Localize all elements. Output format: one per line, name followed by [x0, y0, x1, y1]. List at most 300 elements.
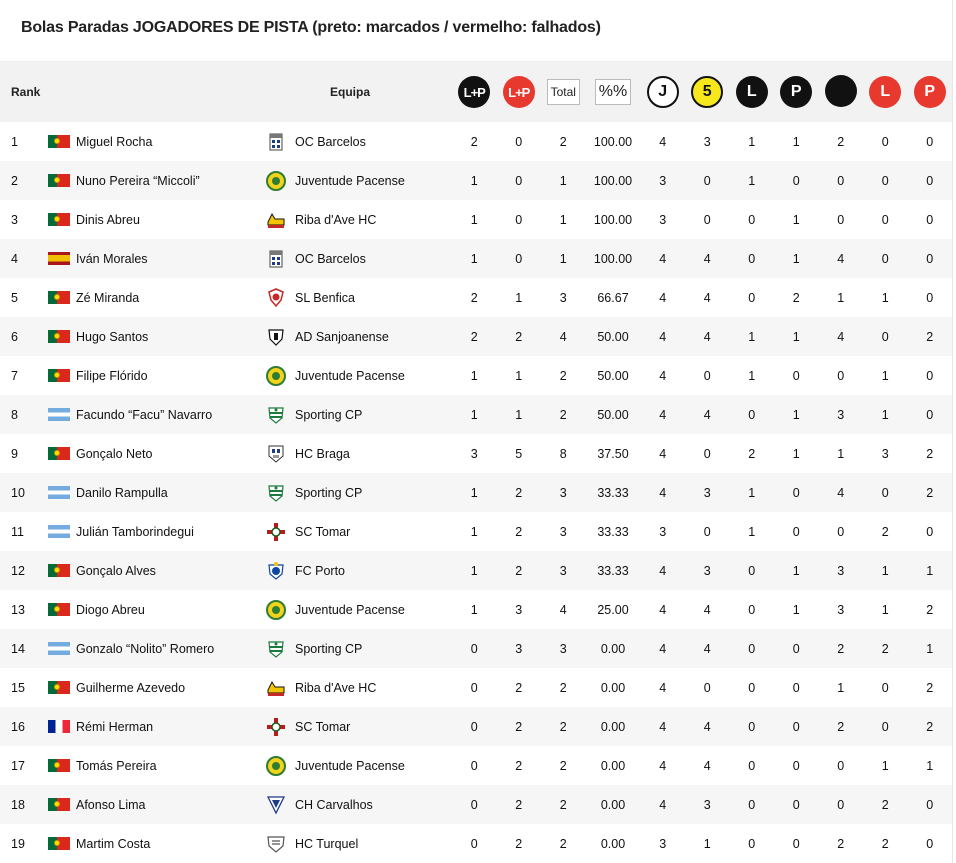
table-row[interactable]: [0, 824, 952, 863]
header-p-missed[interactable]: [908, 76, 953, 108]
player-name[interactable]: Gonzalo “Nolito” Romero: [76, 641, 215, 656]
flag-pt-icon: [48, 213, 70, 226]
team-name[interactable]: FC Porto: [295, 563, 346, 578]
pct-cell: 100.00: [593, 173, 633, 188]
lp-missed-cell: 3: [515, 602, 523, 617]
team-cell: [258, 366, 452, 386]
team-cell: [258, 444, 452, 464]
dot-scored-cell: 2: [837, 719, 845, 734]
table-row[interactable]: [0, 356, 952, 395]
flag-es-icon: [48, 252, 70, 265]
l-missed-cell: 0: [881, 329, 889, 344]
p-missed-cell: 0: [926, 524, 934, 539]
sc-tomar-crest-icon: [266, 717, 286, 737]
table-row[interactable]: [0, 395, 952, 434]
p-scored-cell: 1: [792, 251, 800, 266]
lp-missed-cell: 2: [515, 719, 523, 734]
team-name[interactable]: Sporting CP: [295, 407, 363, 422]
j-cell: 4: [659, 368, 667, 383]
team-cell: [258, 795, 452, 815]
lp-missed-cell: 0: [515, 251, 523, 266]
player-cell: [48, 135, 258, 149]
team-name[interactable]: SC Tomar: [295, 719, 351, 734]
player-cell: [48, 369, 258, 383]
five-cell: 4: [703, 407, 711, 422]
flag-ar-icon: [48, 525, 70, 538]
lp-missed-cell: 1: [515, 290, 523, 305]
p-scored-cell: 0: [792, 485, 800, 500]
rank-cell: 8: [11, 407, 18, 422]
header-p-scored[interactable]: [774, 76, 819, 108]
total-cell: 3: [559, 641, 567, 656]
j-cell: 4: [659, 251, 667, 266]
l-scored-cell: 1: [748, 329, 756, 344]
player-cell: [48, 330, 258, 344]
table-row[interactable]: [0, 629, 952, 668]
pct-label: %%: [595, 79, 631, 105]
five-cell: 4: [703, 641, 711, 656]
rank-cell: 10: [11, 485, 25, 500]
table-row[interactable]: [0, 161, 952, 200]
rank-cell: 14: [11, 641, 25, 656]
l-missed-cell: 0: [881, 212, 889, 227]
p-missed-cell: 0: [926, 407, 934, 422]
l-missed-cell: 1: [881, 368, 889, 383]
p-missed-cell: 2: [926, 485, 934, 500]
table-row[interactable]: [0, 668, 952, 707]
j-cell: 4: [659, 758, 667, 773]
player-name[interactable]: Danilo Rampulla: [76, 485, 168, 500]
header-j[interactable]: [641, 76, 686, 108]
total-cell: 8: [559, 446, 567, 461]
table-header: [0, 62, 952, 122]
rank-cell: 7: [11, 368, 18, 383]
pct-cell: 50.00: [597, 407, 629, 422]
team-cell: [258, 327, 452, 347]
riba-dave-crest-icon: [266, 678, 286, 698]
p-missed-cell: 2: [926, 602, 934, 617]
pct-cell: 33.33: [597, 563, 629, 578]
pct-cell: 0.00: [600, 680, 626, 695]
table-row[interactable]: [0, 473, 952, 512]
player-name[interactable]: Diogo Abreu: [76, 602, 145, 617]
rank-cell: 6: [11, 329, 18, 344]
rank-cell: 16: [11, 719, 25, 734]
player-cell: [48, 681, 258, 695]
p-scored-cell: 0: [792, 836, 800, 851]
pct-cell: 0.00: [600, 641, 626, 656]
total-cell: 2: [559, 797, 567, 812]
team-name[interactable]: Riba d'Ave HC: [295, 680, 377, 695]
sc-tomar-crest-icon: [266, 522, 286, 542]
lp-scored-icon: L+P: [458, 76, 490, 108]
team-name[interactable]: HC Braga: [295, 446, 350, 461]
l-missed-cell: 1: [881, 407, 889, 422]
player-name[interactable]: Martim Costa: [76, 836, 151, 851]
header-l-missed[interactable]: [863, 76, 908, 108]
dot-scored-cell: 1: [837, 446, 845, 461]
team-cell: [258, 288, 452, 308]
player-cell: [48, 603, 258, 617]
team-cell: [258, 483, 452, 503]
l-scored-cell: 0: [748, 758, 756, 773]
lp-missed-cell: 2: [515, 836, 523, 851]
sl-benfica-crest-icon: [266, 288, 286, 308]
dot-scored-cell: 0: [837, 797, 845, 812]
j-cell: 4: [659, 329, 667, 344]
five-cell: 0: [703, 524, 711, 539]
player-cell: [48, 174, 258, 188]
player-cell: [48, 837, 258, 851]
dot-scored-cell: 0: [837, 758, 845, 773]
riba-dave-crest-icon: [266, 210, 286, 230]
team-cell: [258, 561, 452, 581]
player-name[interactable]: Gonçalo Alves: [76, 563, 156, 578]
dot-scored-cell: 2: [837, 641, 845, 656]
dot-scored-cell: 1: [837, 290, 845, 305]
p-scored-cell: 1: [792, 602, 800, 617]
l-missed-cell: 0: [881, 719, 889, 734]
l-missed-cell: 3: [881, 446, 889, 461]
dot-scored-cell: 4: [837, 485, 845, 500]
j-cell: 3: [659, 173, 667, 188]
team-name[interactable]: Juventude Pacense: [295, 758, 405, 773]
table-row[interactable]: [0, 122, 952, 161]
team-cell: [258, 756, 452, 776]
j-cell: 4: [659, 134, 667, 149]
player-name[interactable]: Julián Tamborindegui: [76, 524, 194, 539]
dot-scored-cell: 0: [837, 212, 845, 227]
five-cell: 0: [703, 680, 711, 695]
rank-cell: 5: [11, 290, 18, 305]
player-name[interactable]: Rémi Herman: [76, 719, 154, 734]
team-name[interactable]: Juventude Pacense: [295, 368, 405, 383]
p-missed-cell: 0: [926, 212, 934, 227]
oc-barcelos-crest-icon: [266, 249, 286, 269]
dot-scored-cell: 4: [837, 329, 845, 344]
rank-cell: 3: [11, 212, 18, 227]
total-cell: 1: [559, 212, 567, 227]
lp-missed-cell: 2: [515, 797, 523, 812]
p-missed-cell: 0: [926, 134, 934, 149]
player-name[interactable]: Iván Morales: [76, 251, 148, 266]
five-cell: 0: [703, 446, 711, 461]
lp-missed-cell: 0: [515, 173, 523, 188]
lp-missed-cell: 1: [515, 407, 523, 422]
team-cell: [258, 522, 452, 542]
five-icon: 5: [691, 76, 723, 108]
player-name[interactable]: Guilherme Azevedo: [76, 680, 186, 695]
player-cell: [48, 486, 258, 500]
team-name[interactable]: OC Barcelos: [295, 134, 366, 149]
header-total[interactable]: [541, 79, 586, 105]
five-cell: 3: [703, 134, 711, 149]
rank-cell: 13: [11, 602, 25, 617]
lp-missed-cell: 2: [515, 485, 523, 500]
j-cell: 4: [659, 719, 667, 734]
oc-barcelos-crest-icon: [266, 132, 286, 152]
player-name[interactable]: Nuno Pereira “Miccoli”: [76, 173, 200, 188]
flag-pt-icon: [48, 564, 70, 577]
total-cell: 2: [559, 758, 567, 773]
juventude-pacense-crest-icon: [266, 366, 286, 386]
l-scored-cell: 0: [748, 290, 756, 305]
player-name[interactable]: Filipe Flórido: [76, 368, 148, 383]
p-scored-cell: 0: [792, 758, 800, 773]
total-cell: 1: [559, 251, 567, 266]
lp-missed-icon: L+P: [503, 76, 535, 108]
flag-pt-icon: [48, 759, 70, 772]
team-cell: [258, 405, 452, 425]
lp-scored-cell: 1: [470, 524, 478, 539]
total-cell: 3: [559, 563, 567, 578]
j-cell: 4: [659, 680, 667, 695]
player-cell: [48, 564, 258, 578]
header-lp-scored[interactable]: [452, 76, 497, 108]
hc-braga-crest-icon: [266, 444, 286, 464]
j-cell: 4: [659, 407, 667, 422]
j-cell: 4: [659, 563, 667, 578]
p-scored-cell: 1: [792, 329, 800, 344]
j-cell: 4: [659, 290, 667, 305]
header-rank[interactable]: Rank: [11, 85, 41, 99]
five-cell: 3: [703, 797, 711, 812]
rank-cell: 12: [11, 563, 25, 578]
total-cell: 2: [559, 680, 567, 695]
lp-missed-cell: 0: [515, 134, 523, 149]
team-name[interactable]: SC Tomar: [295, 524, 351, 539]
five-cell: 0: [703, 173, 711, 188]
player-cell: [48, 213, 258, 227]
p-missed-cell: 0: [926, 290, 934, 305]
j-cell: 3: [659, 524, 667, 539]
rank-cell: 19: [11, 836, 25, 851]
lp-scored-cell: 0: [470, 680, 478, 695]
total-cell: 3: [559, 290, 567, 305]
l-scored-cell: 0: [748, 836, 756, 851]
table-row[interactable]: [0, 746, 952, 785]
player-name[interactable]: Gonçalo Neto: [76, 446, 153, 461]
table-body: [0, 122, 952, 863]
five-cell: 3: [703, 485, 711, 500]
team-cell: [258, 600, 452, 620]
p-scored-cell: 1: [792, 446, 800, 461]
table-row[interactable]: [0, 590, 952, 629]
ad-sanjoanense-crest-icon: [266, 327, 286, 347]
lp-missed-cell: 1: [515, 368, 523, 383]
player-name[interactable]: Facundo “Facu” Navarro: [76, 407, 213, 422]
p-missed-cell: 1: [926, 758, 934, 773]
team-cell: [258, 132, 452, 152]
pct-cell: 37.50: [597, 446, 629, 461]
pct-cell: 25.00: [597, 602, 629, 617]
hc-turquel-crest-icon: [266, 834, 286, 854]
dot-scored-icon: [825, 75, 857, 107]
rank-cell: 17: [11, 758, 25, 773]
juventude-pacense-crest-icon: [266, 756, 286, 776]
rank-cell: 11: [11, 524, 24, 539]
five-cell: 1: [703, 836, 711, 851]
team-name[interactable]: Juventude Pacense: [295, 173, 405, 188]
dot-scored-cell: 0: [837, 368, 845, 383]
flag-fr-icon: [48, 720, 70, 733]
p-scored-cell: 1: [792, 212, 800, 227]
pct-cell: 33.33: [597, 524, 629, 539]
rank-cell: 15: [11, 680, 25, 695]
player-name[interactable]: Afonso Lima: [76, 797, 146, 812]
l-scored-cell: 1: [748, 173, 756, 188]
table-row[interactable]: [0, 239, 952, 278]
flag-pt-icon: [48, 837, 70, 850]
dot-scored-cell: 4: [837, 251, 845, 266]
table-row[interactable]: [0, 707, 952, 746]
pct-cell: 0.00: [600, 797, 626, 812]
pct-cell: 0.00: [600, 758, 626, 773]
l-missed-cell: 0: [881, 173, 889, 188]
j-cell: 4: [659, 797, 667, 812]
sporting-cp-crest-icon: [266, 639, 286, 659]
player-name[interactable]: Zé Miranda: [76, 290, 140, 305]
dot-scored-cell: 2: [837, 836, 845, 851]
l-scored-cell: 1: [748, 368, 756, 383]
table-row[interactable]: [0, 278, 952, 317]
p-scored-cell: 1: [792, 563, 800, 578]
flag-pt-icon: [48, 135, 70, 148]
total-cell: 2: [559, 719, 567, 734]
table-row[interactable]: [0, 785, 952, 824]
header-dot-scored[interactable]: [819, 75, 864, 110]
l-scored-cell: 1: [748, 485, 756, 500]
pct-cell: 50.00: [597, 368, 629, 383]
header-l-scored[interactable]: [730, 76, 775, 108]
five-cell: 4: [703, 329, 711, 344]
team-name[interactable]: Juventude Pacense: [295, 602, 405, 617]
l-scored-cell: 0: [748, 602, 756, 617]
table-row[interactable]: [0, 200, 952, 239]
p-missed-cell: 2: [926, 446, 934, 461]
lp-scored-cell: 1: [470, 173, 478, 188]
player-name[interactable]: Tomás Pereira: [76, 758, 157, 773]
player-cell: [48, 291, 258, 305]
dot-scored-cell: 1: [837, 680, 845, 695]
l-scored-cell: 0: [748, 797, 756, 812]
l-scored-cell: 1: [748, 524, 756, 539]
rank-cell: 4: [11, 251, 18, 266]
l-missed-cell: 2: [881, 524, 889, 539]
l-missed-cell: 0: [881, 251, 889, 266]
five-cell: 4: [703, 251, 711, 266]
table-row[interactable]: [0, 512, 952, 551]
total-cell: 2: [559, 368, 567, 383]
player-cell: [48, 408, 258, 422]
l-scored-icon: L: [736, 76, 768, 108]
header-pct[interactable]: [586, 79, 641, 105]
header-team[interactable]: Equipa: [329, 85, 370, 99]
flag-ar-icon: [48, 408, 70, 421]
total-cell: 1: [559, 173, 567, 188]
total-cell: 4: [559, 329, 567, 344]
table-row[interactable]: [0, 317, 952, 356]
p-missed-cell: 1: [926, 641, 934, 656]
flag-pt-icon: [48, 291, 70, 304]
p-scored-cell: 1: [792, 407, 800, 422]
pct-cell: 33.33: [597, 485, 629, 500]
rank-cell: 1: [11, 134, 18, 149]
five-cell: 4: [703, 602, 711, 617]
dot-scored-cell: 2: [837, 134, 845, 149]
dot-scored-cell: 0: [837, 173, 845, 188]
team-name[interactable]: AD Sanjoanense: [295, 329, 389, 344]
pct-cell: 100.00: [593, 251, 633, 266]
rank-cell: 2: [11, 173, 18, 188]
team-name[interactable]: Sporting CP: [295, 485, 363, 500]
l-scored-cell: 1: [748, 134, 756, 149]
flag-pt-icon: [48, 603, 70, 616]
l-missed-cell: 1: [881, 602, 889, 617]
flag-ar-icon: [48, 642, 70, 655]
total-cell: 3: [559, 485, 567, 500]
p-scored-cell: 2: [792, 290, 800, 305]
p-missed-cell: 1: [926, 563, 934, 578]
p-missed-cell: 0: [926, 251, 934, 266]
dot-scored-cell: 0: [837, 524, 845, 539]
flag-ar-icon: [48, 486, 70, 499]
l-scored-cell: 0: [748, 680, 756, 695]
rank-cell: 18: [11, 797, 25, 812]
l-missed-cell: 0: [881, 134, 889, 149]
team-cell: [258, 639, 452, 659]
five-cell: 4: [703, 290, 711, 305]
p-missed-cell: 0: [926, 797, 934, 812]
juventude-pacense-crest-icon: [266, 600, 286, 620]
dot-scored-cell: 3: [837, 602, 845, 617]
team-name[interactable]: Riba d'Ave HC: [295, 212, 377, 227]
header-five[interactable]: [685, 76, 730, 108]
total-cell: 3: [559, 524, 567, 539]
player-cell: [48, 759, 258, 773]
lp-scored-cell: 1: [470, 563, 478, 578]
five-cell: 4: [703, 719, 711, 734]
lp-scored-cell: 0: [470, 719, 478, 734]
team-name[interactable]: CH Carvalhos: [295, 797, 373, 812]
table-row[interactable]: [0, 434, 952, 473]
team-name[interactable]: OC Barcelos: [295, 251, 366, 266]
p-missed-cell: 2: [926, 329, 934, 344]
player-cell: [48, 447, 258, 461]
p-missed-cell: 0: [926, 836, 934, 851]
player-name[interactable]: Dinis Abreu: [76, 212, 140, 227]
header-lp-missed[interactable]: [497, 76, 542, 108]
pct-cell: 0.00: [600, 836, 626, 851]
flag-pt-icon: [48, 330, 70, 343]
lp-scored-cell: 2: [470, 290, 478, 305]
p-missed-icon: P: [914, 76, 946, 108]
l-missed-cell: 2: [881, 797, 889, 812]
total-cell: 2: [559, 836, 567, 851]
lp-missed-cell: 2: [515, 563, 523, 578]
l-scored-cell: 2: [748, 446, 756, 461]
l-scored-cell: 0: [748, 407, 756, 422]
team-name[interactable]: Sporting CP: [295, 641, 363, 656]
l-scored-cell: 0: [748, 251, 756, 266]
team-name[interactable]: HC Turquel: [295, 836, 359, 851]
player-name[interactable]: Hugo Santos: [76, 329, 149, 344]
team-name[interactable]: SL Benfica: [295, 290, 355, 305]
player-name[interactable]: Miguel Rocha: [76, 134, 153, 149]
juventude-pacense-crest-icon: [266, 171, 286, 191]
lp-scored-cell: 0: [470, 836, 478, 851]
table-row[interactable]: [0, 551, 952, 590]
